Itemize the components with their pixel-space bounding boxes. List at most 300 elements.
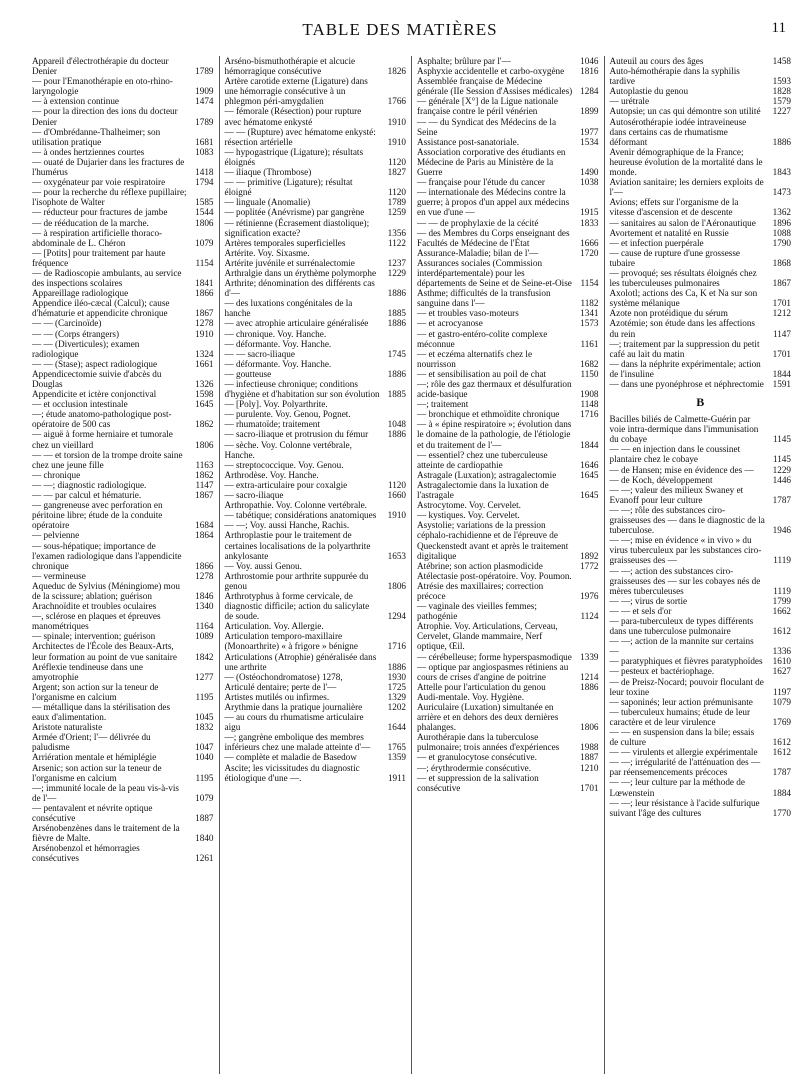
- entry-text: Aristote naturaliste: [32, 722, 103, 733]
- page-header: [0, 0, 800, 44]
- entry-page: 1701: [772, 298, 791, 309]
- index-entry: [610, 798, 792, 818]
- index-entry: [225, 712, 407, 732]
- entry-page: 1892: [580, 550, 599, 561]
- entry-text: — de Preisz-Nocard; pouvoir floculant de leur toxine: [609, 676, 764, 697]
- index-entry: [610, 475, 792, 485]
- index-entry: [610, 606, 792, 616]
- index-entry: [32, 571, 214, 581]
- entry-text: — (Ostéochondromatose) 1278,: [224, 671, 343, 682]
- index-entry: [417, 581, 599, 601]
- entry-page: 1720: [580, 247, 599, 258]
- entry-text: Artistes mutilés ou infirmes.: [224, 691, 330, 702]
- index-entry: [417, 187, 599, 217]
- entry-page: 1799: [772, 595, 791, 606]
- entry-text: — rétinienne (Écrasement diastolique); signification exacte?: [224, 217, 370, 238]
- index-entry: [417, 96, 599, 116]
- entry-text: Arachnoïdite et troubles oculaires: [32, 601, 157, 612]
- entry-text: — —; valeur des milieux Swaney et Evanoff pour leur culture: [609, 484, 744, 505]
- entry-text: Arthrotyphus à forme cervicale, de diagnostic difficile; action du salicylate de soude.: [224, 590, 370, 622]
- entry-page: 1701: [580, 782, 599, 793]
- entry-page: 1864: [195, 530, 214, 541]
- entry-page: 1840: [195, 833, 214, 844]
- entry-text: —; immunité locale de la peau vis-à-vis de l'—: [32, 782, 179, 803]
- index-entry: [32, 732, 214, 752]
- entry-text: — linguale (Anomalie): [224, 197, 311, 208]
- entry-page: 1806: [387, 580, 406, 591]
- entry-text: — pour l'Emanothérapie en oto-rhino-laryngologie: [32, 76, 173, 97]
- index-entry: [417, 177, 599, 187]
- index-entry: [610, 666, 792, 676]
- index-entry: [610, 359, 792, 379]
- entry-text: — —; Voy. aussi Hanche, Rachis.: [224, 520, 350, 531]
- index-entry: [225, 106, 407, 126]
- entry-page: 1534: [580, 136, 599, 147]
- index-entry: [610, 86, 792, 96]
- entry-page: 1886: [387, 288, 406, 299]
- entry-text: Assemblée française de Médecine générale (IIe Session d'Assises médicales): [417, 76, 573, 97]
- index-entry: [417, 601, 599, 621]
- entry-text: — de Koch, développement: [609, 474, 713, 485]
- entry-page: 1161: [580, 338, 599, 349]
- entry-text: — à ondes hertziennes courtes: [32, 146, 145, 157]
- entry-text: — pesteux et bactériophage.: [609, 666, 715, 677]
- entry-text: — — primitive (Ligature); résultat éloigné: [224, 177, 353, 198]
- entry-text: Architectes de l'École des Beaux-Arts, leur formation au point de vue sanitaire: [32, 641, 177, 662]
- entry-page: 1227: [772, 106, 791, 117]
- index-entry: [610, 177, 792, 197]
- index-entry: [32, 298, 214, 318]
- entry-text: — de rééducation de la marche.: [32, 217, 149, 228]
- entry-page: 1120: [387, 156, 406, 167]
- entry-text: Aviation sanitaire; les derniers exploits de l'—: [609, 177, 764, 198]
- entry-text: —; rôle des gaz thermaux et désulfuration acide-basique: [417, 379, 572, 400]
- entry-page: 1339: [580, 651, 599, 662]
- entry-text: Arthrite; dénomination des différents cas d'—: [224, 278, 375, 299]
- entry-page: 1886: [387, 661, 406, 672]
- index-entry: [32, 76, 214, 96]
- entry-page: 1418: [195, 167, 214, 178]
- index-entry: [417, 329, 599, 349]
- index-entry: [32, 752, 214, 762]
- entry-page: 1277: [195, 671, 214, 682]
- entry-page: 1195: [195, 772, 214, 783]
- entry-page: 1661: [195, 358, 214, 369]
- entry-page: 1259: [387, 207, 406, 218]
- index-entry: [610, 288, 792, 308]
- entry-page: 1122: [387, 237, 406, 248]
- entry-text: — bronchique et ethmoïdite chronique: [417, 409, 560, 420]
- index-entry: [32, 318, 214, 328]
- entry-page: 1083: [195, 146, 214, 157]
- index-entry: [225, 561, 407, 571]
- entry-page: 1573: [580, 318, 599, 329]
- entry-page: 1598: [195, 389, 214, 400]
- entry-page: 1362: [772, 207, 791, 218]
- entry-page: 1841: [195, 278, 214, 289]
- entry-page: 1681: [195, 136, 214, 147]
- index-entry: [225, 268, 407, 278]
- entry-page: 1828: [772, 86, 791, 97]
- index-entry: [417, 702, 599, 732]
- index-entry: [32, 218, 214, 228]
- index-entry: [610, 677, 792, 697]
- entry-page: 1154: [195, 257, 214, 268]
- entry-text: — kystiques. Voy. Cervelet.: [417, 510, 520, 521]
- index-entry: [32, 106, 214, 126]
- index-entry: [225, 76, 407, 106]
- entry-text: Arsénobenzol et hémorragies consécutives: [32, 843, 140, 864]
- entry-page: 1653: [387, 550, 406, 561]
- entry-text: Audi-mentale. Voy. Hygiène.: [417, 691, 524, 702]
- index-entry: [225, 621, 407, 631]
- entry-text: — métallique dans la stérilisation des eaux d'alimentation.: [32, 702, 171, 723]
- entry-text: — — et torsion de la trompe droite saine chez une jeune fille: [32, 449, 183, 470]
- entry-text: — — virulents et allergie expérimentale: [609, 747, 758, 758]
- entry-text: Arthropathie. Voy. Colonne vertébrale.: [224, 500, 367, 511]
- index-entry: [225, 177, 407, 197]
- entry-text: Articulation. Voy. Allergie.: [224, 621, 324, 632]
- index-entry: [417, 349, 599, 369]
- entry-page: 1909: [195, 86, 214, 97]
- entry-text: — et occlusion intestinale: [32, 399, 128, 410]
- index-entry: [610, 727, 792, 747]
- entry-text: Appendicectomie suivie d'abcès du Douglas: [32, 368, 162, 389]
- index-entry: [610, 747, 792, 757]
- entry-text: — — de prophylaxie de la cécité: [417, 217, 539, 228]
- index-entry: [225, 419, 407, 429]
- entry-page: 1662: [772, 605, 791, 616]
- entry-text: — réducteur pour fractures de jambe: [32, 207, 168, 218]
- index-entry: [610, 268, 792, 288]
- index-entry: [32, 369, 214, 389]
- entry-text: — tabétique; considérations anatomiques: [224, 510, 377, 521]
- index-entry: [610, 707, 792, 727]
- entry-page: 1284: [580, 86, 599, 97]
- index-entry: [225, 480, 407, 490]
- entry-page: 1356: [387, 227, 406, 238]
- index-entry: [32, 783, 214, 803]
- index-entry: [32, 288, 214, 298]
- entry-page: 1120: [387, 187, 406, 198]
- entry-page: 1627: [772, 666, 791, 677]
- entry-page: 1646: [580, 459, 599, 470]
- index-entry: [225, 359, 407, 369]
- index-entry: [225, 429, 407, 439]
- entry-text: — para-tuberculeux de types différents dans une tuberculose pulmonaire: [609, 615, 754, 637]
- index-column-2: [219, 56, 412, 1074]
- entry-text: — et eczéma alternatifs chez le nourrisson: [417, 348, 533, 369]
- entry-page: 1886: [387, 318, 406, 329]
- entry-text: Arthrostomie pour arthrite suppurée du genou: [224, 570, 369, 591]
- index-entry: [417, 228, 599, 248]
- entry-page: 1195: [195, 691, 214, 702]
- index-entry: [417, 308, 599, 318]
- index-entry: [32, 843, 214, 863]
- index-entry: [225, 349, 407, 359]
- entry-text: — pentavalent et névrite optique consécutive: [32, 802, 153, 824]
- entry-text: — à extension continue: [32, 96, 120, 107]
- entry-text: — — sacro-iliaque: [224, 348, 295, 359]
- index-entry: [417, 470, 599, 480]
- entry-text: — —; leur résistance à l'acide sulfurique suivant l'âge des cultures: [609, 797, 760, 818]
- entry-text: — vermineuse: [32, 570, 86, 581]
- index-entry: [417, 763, 599, 773]
- entry-text: — gangreneuse avec perforation en péritoine libre; étude de la conduite opératoire: [32, 500, 163, 531]
- entry-text: — —; action des substances ciro-graisseuses des — sur les cobayes nés de mères tuberculeuses: [609, 565, 761, 596]
- entry-text: Articulé dentaire; perte de l'—: [224, 681, 337, 692]
- entry-text: Armée d'Orient; l'— délivrée du paludisme: [32, 732, 151, 753]
- entry-page: 1079: [195, 237, 214, 248]
- index-entry: [610, 117, 792, 147]
- entry-page: 1612: [772, 747, 791, 758]
- entry-page: 1229: [387, 267, 406, 278]
- index-entry: [610, 339, 792, 359]
- entry-page: 1842: [195, 651, 214, 662]
- entry-text: Auto-hémothérapie dans la syphilis tardive: [609, 66, 740, 87]
- entry-text: —; étude anatomo-pathologique post-opératoire de 500 cas: [32, 409, 172, 430]
- entry-text: — — (Carcinoïde): [32, 318, 102, 329]
- entry-text: Aurothérapie dans la tuberculose pulmonaire; trois années d'expériences: [417, 732, 560, 753]
- index-entry: [610, 636, 792, 656]
- entry-text: Autosérothérapie iodée intraveineuse dans certains cas de rhumatisme déformant: [609, 116, 747, 147]
- entry-page: 1119: [773, 555, 791, 566]
- entry-text: — infectieuse chronique; conditions d'hygiène et d'habitation sur son évolution: [224, 379, 380, 400]
- entry-text: — goutteuse: [224, 368, 272, 379]
- entry-text: — française pour l'étude du cancer: [417, 177, 545, 188]
- entry-text: — sèche. Voy. Colonne vertébrale, Hanche.: [224, 439, 352, 460]
- index-entry: [417, 692, 599, 702]
- index-entry: [32, 409, 214, 429]
- index-entry: [225, 329, 407, 339]
- index-entry: [32, 359, 214, 369]
- entry-text: Aqueduc de Sylvius (Méningiome) mou de la scissure; ablation; guérison: [32, 580, 181, 601]
- entry-page: 1725: [387, 681, 406, 692]
- index-entry: [225, 672, 407, 682]
- index-entry: [32, 147, 214, 157]
- index-entry: [417, 480, 599, 500]
- entry-page: 1866: [195, 288, 214, 299]
- entry-text: — et gastro-entéro-colite complexe méconnue: [417, 328, 548, 349]
- entry-text: Artère carotide externe (Ligature) dans une hémorragie consécutive à un phlegmon péri-amygdalien: [224, 76, 368, 107]
- entry-page: 1977: [580, 126, 599, 137]
- entry-page: 1886: [387, 368, 406, 379]
- entry-text: Appendicite et ictère conjonctival: [32, 389, 157, 400]
- entry-text: — et suppression de la salivation consécutive: [417, 772, 539, 793]
- entry-text: Astragalectomie dans la luxation de l'astragale: [417, 479, 549, 501]
- index-entry: [417, 621, 599, 651]
- entry-page: 1806: [580, 722, 599, 733]
- entry-text: Auriculaire (Luxation) simultanée en arrière et en dehors des deux dernières phalanges.: [417, 702, 559, 733]
- entry-page: 1591: [772, 379, 791, 389]
- index-entry: [32, 823, 214, 843]
- entry-text: — hypogastrique (Ligature); résultats éloignés: [224, 146, 364, 167]
- entry-text: — —; diagnostic radiologique.: [32, 479, 147, 490]
- entry-text: Astrocytome. Voy. Cervelet.: [417, 500, 521, 511]
- entry-page: 1769: [772, 716, 791, 727]
- entry-text: — pour la direction des ions du docteur Denier: [32, 106, 178, 127]
- entry-page: 1147: [772, 328, 791, 339]
- index-entry: [32, 268, 214, 288]
- entry-page: 1886: [387, 429, 406, 440]
- entry-text: — optique par angiospasmes rétiniens au cours de crises d'angine de poitrine: [417, 661, 569, 682]
- entry-text: — provoqué; ses résultats éloignés chez les tuberculeuses pulmonaires: [609, 267, 757, 289]
- index-entry: [417, 379, 599, 399]
- index-entry: [610, 96, 792, 106]
- entry-page: 1120: [387, 479, 406, 490]
- index-entry: [225, 631, 407, 651]
- index-entry: [32, 207, 214, 217]
- entry-page: 1645: [195, 399, 214, 410]
- entry-page: 1908: [580, 389, 599, 400]
- entry-page: 1911: [387, 772, 406, 783]
- entry-text: — fémorale (Résection) pour rupture avec hématome enkysté: [224, 106, 362, 127]
- entry-text: Avortement et natalité en Russie: [609, 227, 729, 238]
- index-entry: [225, 298, 407, 318]
- index-column-1: [32, 56, 219, 1074]
- index-entry: [610, 566, 792, 596]
- index-entry: [417, 318, 599, 328]
- entry-text: — sacro-iliaque: [224, 490, 284, 501]
- entry-page: 1910: [387, 136, 406, 147]
- index-entry: [32, 177, 214, 187]
- entry-page: 1887: [195, 813, 214, 824]
- entry-text: — oxygénateur par voie respiratoire: [32, 177, 166, 188]
- entry-page: 1765: [387, 742, 406, 753]
- entry-text: Asphalte; brûlure par l'—: [417, 56, 511, 66]
- index-entry: [32, 389, 214, 399]
- entry-text: Arsénobenzènes dans le traitement de la fièvre de Malte.: [32, 823, 180, 844]
- entry-text: — — en suspension dans la bile; essais de culture: [609, 727, 755, 748]
- entry-page: 1833: [580, 217, 599, 228]
- entry-text: Autopsie; un cas qui démontre son utilité: [609, 106, 761, 117]
- entry-text: Asthme; difficultés de la transfusion sanguine dans l'—: [417, 288, 551, 309]
- entry-page: 1930: [387, 671, 406, 682]
- entry-text: — spinale; intervention; guérison: [32, 631, 156, 642]
- page-title: TABLE DES MATIÈRES: [302, 20, 498, 39]
- entry-page: 1787: [772, 494, 791, 505]
- entry-text: — internationale des Médecins contre la guerre; à propos d'un appel aux médecins en vue d'une —: [417, 187, 570, 218]
- entry-page: 1197: [772, 686, 791, 697]
- entry-text: Auteuil au cours des âges: [609, 56, 704, 66]
- entry-text: — sous-hépatique; importance de l'examen radiologique dans l'appendicite chronique: [32, 540, 182, 571]
- index-entry: [417, 369, 599, 379]
- index-entry: [225, 207, 407, 217]
- index-columns: [32, 56, 796, 1074]
- entry-text: Arsenic; son action sur la teneur de l'organisme en calcium: [32, 762, 162, 783]
- index-entry: [417, 571, 599, 581]
- entry-page: 1645: [580, 490, 599, 501]
- entry-page: 1182: [580, 298, 599, 309]
- entry-text: — — (Diverticules); examen radiologique: [32, 338, 140, 359]
- entry-text: — — (Corps étrangers): [32, 328, 120, 339]
- entry-page: 1660: [387, 490, 406, 501]
- index-entry: [610, 485, 792, 505]
- section-letter: B: [696, 395, 705, 410]
- entry-page: 1789: [195, 66, 214, 77]
- entry-text: Avenir démographique de la France; heureuse évolution de la mortalité dans le monde.: [609, 146, 763, 178]
- entry-text: — sacro-iliaque et protrusion du fémur: [224, 429, 369, 440]
- index-entry: [225, 318, 407, 328]
- index-entry: [225, 197, 407, 207]
- entry-text: — saponinés; leur action prémunisante: [609, 696, 753, 707]
- entry-page: 1612: [772, 737, 791, 748]
- entry-page: 1770: [772, 807, 791, 818]
- entry-text: Asphyxie accidentelle et carbo-oxygène: [417, 66, 565, 77]
- entry-text: — et granulocytose consécutive.: [417, 752, 537, 763]
- entry-text: Arséno-bismuthothérapie et alcucie hémorragique consécutive: [224, 56, 356, 77]
- entry-page: 1261: [195, 853, 214, 864]
- index-entry: [610, 248, 792, 268]
- index-entry: [610, 147, 792, 177]
- entry-page: 1458: [772, 56, 791, 66]
- entry-page: 1164: [195, 621, 214, 632]
- entry-page: 1790: [772, 237, 791, 248]
- index-entry: [610, 505, 792, 535]
- entry-page: 1038: [580, 177, 599, 188]
- entry-page: 1745: [387, 348, 406, 359]
- entry-text: — rhumatoïde; traitement: [224, 419, 320, 430]
- entry-page: 1867: [772, 278, 791, 289]
- entry-page: 1976: [580, 590, 599, 601]
- index-entry: [610, 218, 792, 228]
- index-entry: [225, 591, 407, 621]
- entry-text: — [Poly]. Voy. Polyarthrite.: [224, 399, 328, 410]
- entry-page: 1474: [195, 96, 214, 107]
- entry-text: — — par calcul et hématurie.: [32, 490, 142, 501]
- entry-page: 1150: [580, 368, 599, 379]
- index-entry: [417, 137, 599, 147]
- index-entry: [417, 56, 599, 66]
- entry-text: Artérite. Voy. Sixasme.: [224, 247, 310, 258]
- entry-page: 1843: [772, 167, 791, 178]
- entry-text: — extra-articulaire pour coxalgie: [224, 479, 348, 490]
- entry-page: 1827: [387, 167, 406, 178]
- entry-page: 1214: [580, 671, 599, 682]
- index-entry: [225, 238, 407, 248]
- index-entry: [417, 66, 599, 76]
- entry-page: 1124: [580, 611, 599, 622]
- entry-page: 1473: [772, 187, 791, 198]
- index-entry: [417, 682, 599, 692]
- index-entry: [32, 56, 214, 76]
- index-entry: [225, 652, 407, 672]
- index-entry: [32, 500, 214, 530]
- entry-page: 1885: [387, 389, 406, 400]
- index-entry: [225, 470, 407, 480]
- entry-page: 1794: [195, 177, 214, 188]
- entry-page: 1816: [580, 66, 599, 77]
- index-entry: [32, 662, 214, 682]
- entry-page: 1237: [387, 257, 406, 268]
- index-entry: [225, 571, 407, 591]
- entry-text: Appareillage radiologique: [32, 288, 129, 299]
- entry-page: 1324: [195, 348, 214, 359]
- index-entry: [225, 147, 407, 167]
- entry-page: 1079: [195, 792, 214, 803]
- entry-text: —; érythrodermie consécutive.: [417, 762, 532, 773]
- entry-text: — complète et maladie de Basedow: [224, 752, 357, 763]
- entry-text: — générale [X°] de la Ligue nationale française contre le péril vénérien: [417, 96, 558, 117]
- entry-page: 1145: [772, 434, 791, 445]
- index-entry: [225, 339, 407, 349]
- entry-text: — — (Rupture) avec hématome enkysté: résection artérielle: [224, 126, 376, 147]
- entry-text: — cérébelleuse; forme hyperspasmodique: [417, 651, 572, 662]
- index-entry: [32, 339, 214, 359]
- index-entry: [32, 682, 214, 702]
- index-entry: [32, 611, 214, 631]
- index-entry: [32, 187, 214, 207]
